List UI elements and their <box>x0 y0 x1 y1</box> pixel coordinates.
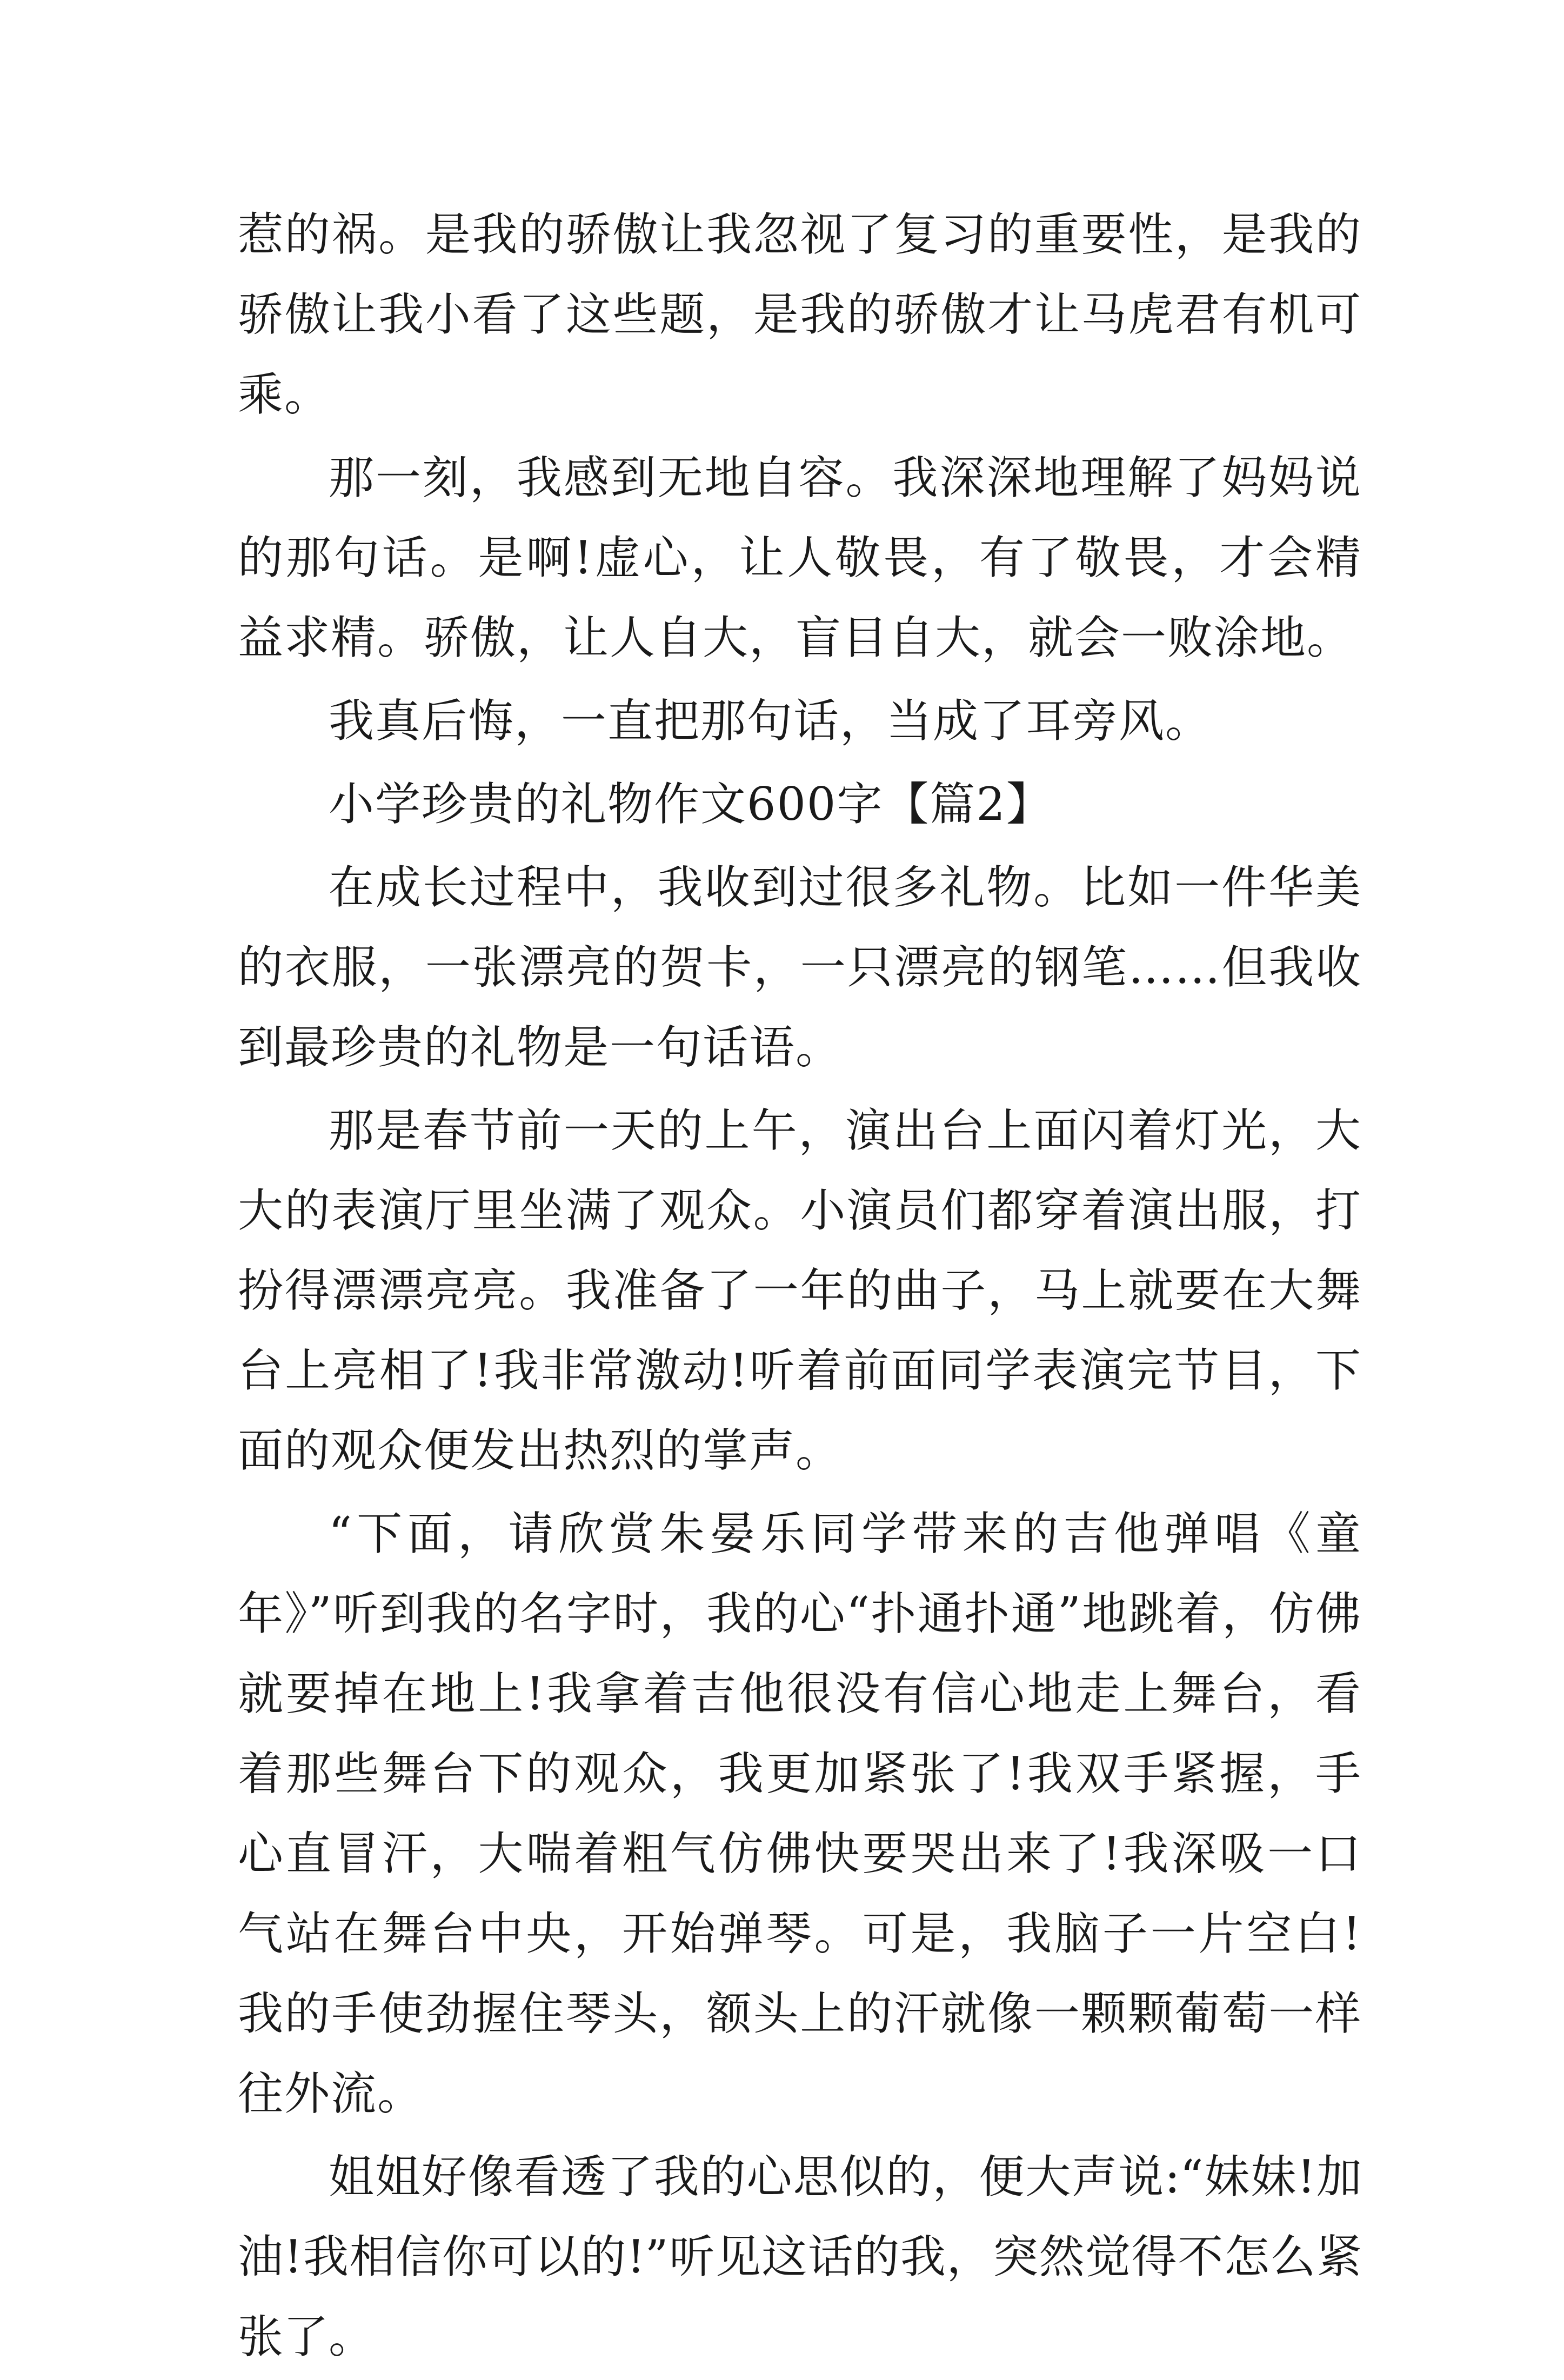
paragraph-8: 姐姐好像看透了我的心思似的，便大声说:“妹妹!加油!我相信你可以的!”听见这话的我，突然觉得不怎么紧张了。 <box>238 2150 1362 2363</box>
paragraph-3: 我真后悔，一直把那句话，当成了耳旁风。 <box>329 694 1212 747</box>
paragraph-7: “下面，请欣赏朱晏乐同学带来的吉他弹唱《童年》”听到我的名字时，我的心“扑通扑通”地跳着，仿佛就要掉在地上!我拿着吉他很没有信心地走上舞台，看着那些舞台下的观众，我更加紧张了!我双手紧握，手心直冒汗，大喘着粗气仿佛快要哭出来了!我深吸一口气站在舞台中央，开始弹琴。可是，我脑子一片空白!我的手使劲握住琴头，额头上的汗就像一颗颗葡萄一样往外流。 <box>238 1507 1362 2120</box>
document-body <box>238 195 1362 2380</box>
paragraph-6: 那是春节前一天的上午，演出台上面闪着灯光，大大的表演厅里坐满了观众。小演员们都穿着演出服，打扮得漂漂亮亮。我准备了一年的曲子，马上就要在大舞台上亮相了!我非常激动!听着前面同学表演完节目，下面的观众便发出热烈的掌声。 <box>238 1104 1362 1477</box>
paragraph-1: 惹的祸。是我的骄傲让我忽视了复习的重要性，是我的骄傲让我小看了这些题，是我的骄傲才让马虎君有机可乘。 <box>238 208 1362 421</box>
paragraph-2: 那一刻，我感到无地自容。我深深地理解了妈妈说的那句话。是啊!虚心，让人敬畏，有了敬畏，才会精益求精。骄傲，让人自大，盲目自大，就会一败涂地。 <box>238 451 1362 664</box>
paragraph-5: 在成长过程中，我收到过很多礼物。比如一件华美的衣服，一张漂亮的贺卡，一只漂亮的钢笔……但我收到最珍贵的礼物是一句话语。 <box>238 861 1362 1074</box>
section-heading: 小学珍贵的礼物作文600字【篇2】 <box>329 778 1053 831</box>
